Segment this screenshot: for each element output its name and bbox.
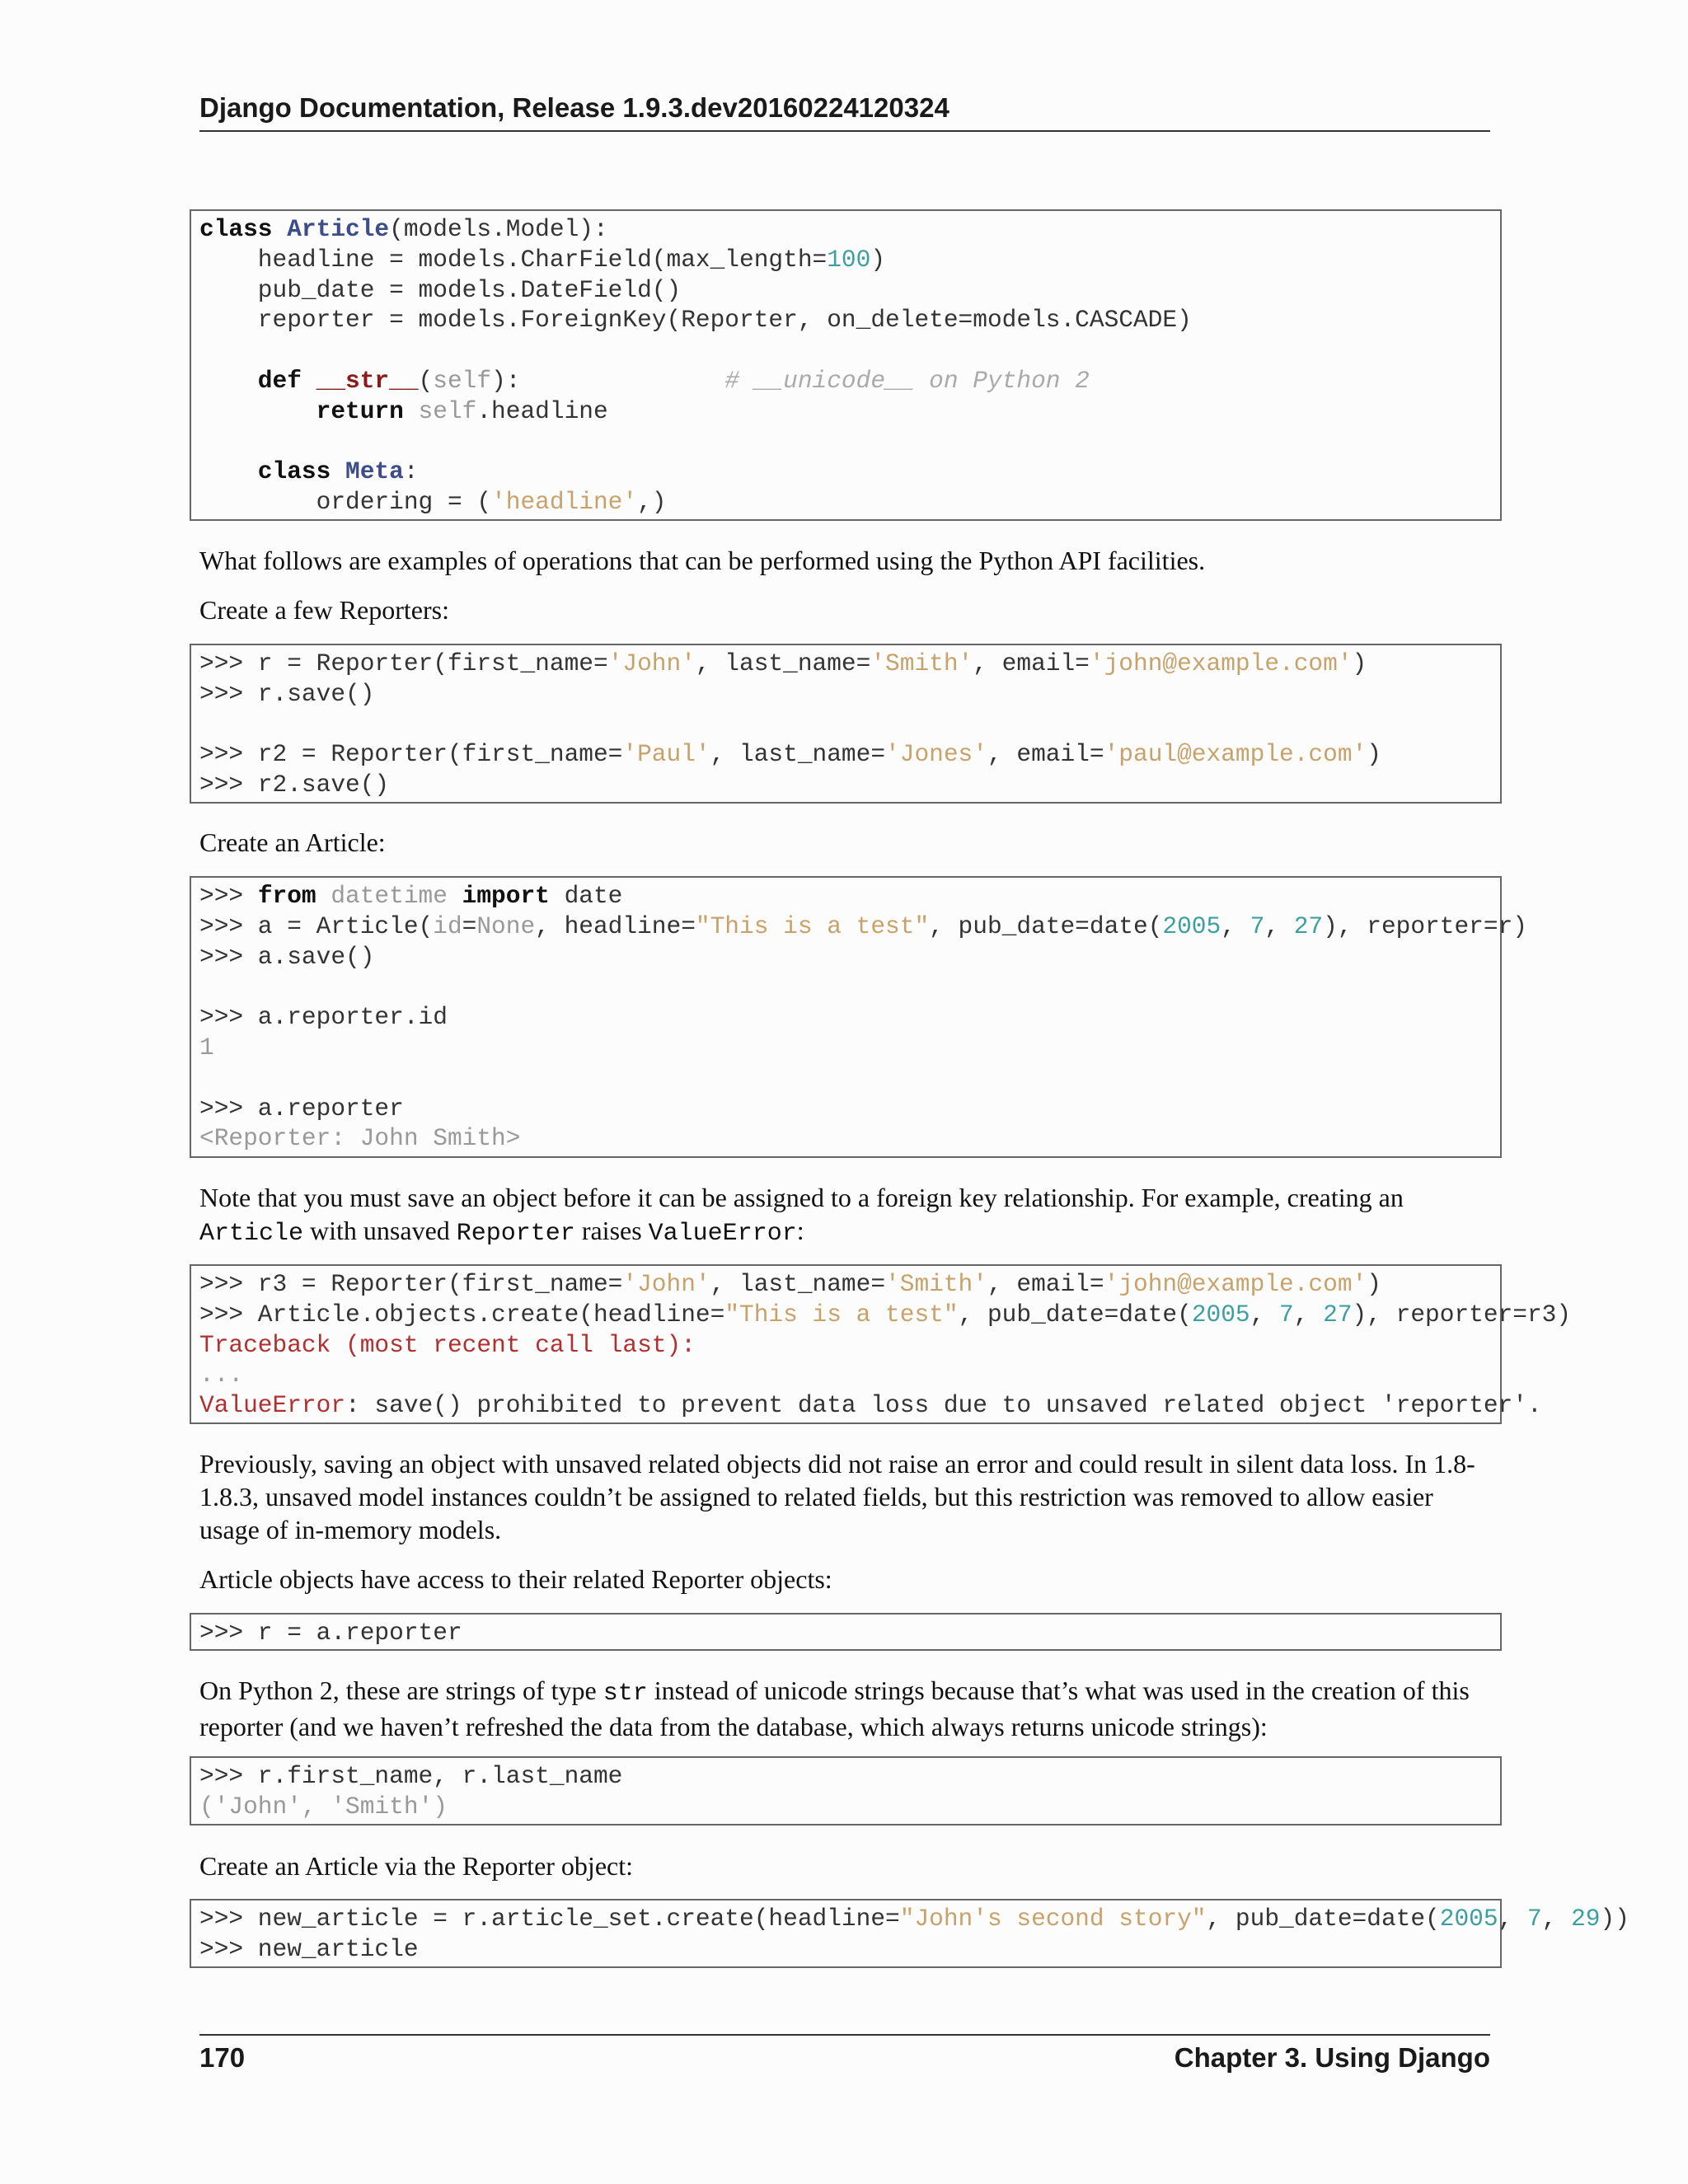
code-token: id <box>433 912 462 940</box>
code-token: , pub_date=date( <box>958 1300 1192 1329</box>
code-block-value-error <box>190 1264 1572 1424</box>
code-token: 'john@example.com' <box>1089 649 1353 677</box>
code-token: ) <box>1352 649 1367 677</box>
code-token: 7 <box>1279 1300 1294 1329</box>
code-token: self <box>418 396 477 425</box>
code-token: 'Paul' <box>622 740 710 769</box>
paragraph: Previously, saving an object with unsaved related objects did not raise an error and could result in silent data loss. In 1.8-1.8.3, unsaved model instances couldn’t be assigned to related fields, but this restriction was removed to allow easier usage of in-memory models. <box>199 1449 1475 1544</box>
inline-code: str <box>603 1680 648 1708</box>
code-token: .headline <box>476 396 608 425</box>
code-token: import <box>462 882 550 910</box>
code-token: 29 <box>1571 1905 1601 1933</box>
code-token: , pub_date=date( <box>1206 1905 1440 1933</box>
code-token: , pub_date=date( <box>929 912 1163 940</box>
code-line: >>> a.reporter <box>199 1094 404 1122</box>
footer-divider <box>199 2034 1490 2036</box>
code-token: class <box>199 215 273 243</box>
code-token: , email= <box>973 649 1090 677</box>
code-token: 27 <box>1293 912 1324 940</box>
paragraph-save-note <box>199 1181 1490 1250</box>
code-token: None <box>476 912 536 940</box>
code-token: ) <box>870 245 886 274</box>
code-line: >>> a.reporter.id <box>199 1003 448 1032</box>
paragraph-text: On Python 2, these are strings of type <box>199 1675 603 1705</box>
paragraph: Create an Article via the Reporter object: <box>199 1851 633 1881</box>
code-output: <Reporter: John Smith> <box>199 1124 521 1153</box>
code-line: >>> r2.save() <box>199 771 390 799</box>
error-message: : save() prohibited to prevent data loss due to unsaved related object 'reporter'. <box>345 1391 1542 1420</box>
code-line: >>> r.first_name, r.last_name <box>199 1762 623 1790</box>
code-block-reporter-access <box>190 1613 1502 1651</box>
code-token: return <box>199 396 419 425</box>
code-token: ), reporter=r) <box>1323 912 1527 940</box>
code-token: ): <box>491 366 725 395</box>
code-token: , email= <box>987 1270 1104 1298</box>
paragraph-text: : <box>796 1216 804 1245</box>
code-token: 'Jones' <box>885 740 987 769</box>
code-token: headline = models.CharField(max_length= <box>199 245 828 274</box>
code-token: = <box>462 912 477 940</box>
code-token: "This is a test" <box>695 912 930 940</box>
code-token: 7 <box>1526 1905 1542 1933</box>
code-token: >>> Article.objects.create(headline= <box>199 1300 725 1329</box>
code-token: )) <box>1600 1905 1629 1933</box>
code-line: >>> new_article <box>199 1934 419 1963</box>
paragraph-text: raises <box>574 1216 649 1245</box>
code-token: , email= <box>987 740 1104 769</box>
code-token: ) <box>1367 1270 1381 1298</box>
paragraph: Create a few Reporters: <box>199 595 449 625</box>
code-token: 'john@example.com' <box>1104 1270 1367 1298</box>
code-token: >>> r = Reporter(first_name= <box>199 649 608 677</box>
code-token: , <box>1498 1905 1527 1933</box>
code-output: ('John', 'Smith') <box>199 1792 448 1821</box>
code-token: def <box>199 366 316 395</box>
page-number: 170 <box>199 2042 246 2073</box>
code-line: >>> r = a.reporter <box>199 1619 462 1647</box>
code-token: 2005 <box>1191 1300 1250 1329</box>
code-token: , last_name= <box>695 649 871 677</box>
page-header-title: Django Documentation, Release 1.9.3.dev20160224120324 <box>199 92 950 123</box>
code-token: 'paul@example.com' <box>1104 740 1367 769</box>
code-token: , <box>1250 1300 1280 1329</box>
code-token: Article <box>287 215 390 243</box>
code-token: from <box>257 882 316 910</box>
code-token: ordering = ( <box>199 488 492 517</box>
code-content <box>191 1266 1572 1421</box>
traceback-line: Traceback (most recent call last): <box>199 1330 696 1359</box>
code-token: 'Smith' <box>870 649 973 677</box>
paragraph: What follows are examples of operations that can be performed using the Python API facilities. <box>199 546 1206 575</box>
code-block-article-model <box>190 209 1502 521</box>
inline-code: Reporter <box>456 1220 575 1248</box>
code-content <box>191 878 1527 1154</box>
code-output: 1 <box>199 1033 214 1062</box>
code-comment: # __unicode__ on Python 2 <box>724 366 1090 395</box>
code-token: 'John' <box>607 649 696 677</box>
code-token: ) <box>1367 740 1381 769</box>
paragraph-text: Note that you must save an object before it can be assigned to a foreign key relationship. For example, creating an <box>199 1183 1404 1212</box>
code-token: datetime <box>316 882 462 910</box>
code-token: >>> r3 = Reporter(first_name= <box>199 1270 623 1298</box>
code-token: date <box>549 882 623 910</box>
code-token: Meta <box>345 457 404 486</box>
code-token: , <box>1264 912 1294 940</box>
code-token: class <box>199 457 346 486</box>
code-token: , <box>1293 1300 1324 1329</box>
code-token: >>> r2 = Reporter(first_name= <box>199 740 623 769</box>
code-token: 100 <box>827 245 871 274</box>
code-token: : <box>403 457 419 486</box>
code-token: >>> a = Article( <box>199 912 434 940</box>
code-token: __str__ <box>316 366 419 395</box>
code-content <box>191 645 1500 800</box>
code-block-create-reporters <box>190 644 1502 804</box>
code-token: , last_name= <box>710 1270 886 1298</box>
code-block-create-article <box>190 876 1527 1158</box>
code-content <box>191 1615 1500 1648</box>
code-token: , <box>1541 1905 1572 1933</box>
code-token: ), reporter=r3) <box>1352 1300 1572 1329</box>
code-content <box>191 1758 1500 1822</box>
code-token: 27 <box>1323 1300 1353 1329</box>
code-token: (models.Model): <box>389 215 608 243</box>
code-token: "John's second story" <box>899 1905 1207 1933</box>
code-token: 7 <box>1250 912 1265 940</box>
code-token: >>> new_article = r.article_set.create(headline= <box>199 1905 900 1933</box>
paragraph: Article objects have access to their related Reporter objects: <box>199 1564 832 1594</box>
code-content <box>191 1900 1629 1965</box>
code-block-names <box>190 1756 1502 1825</box>
inline-code: ValueError <box>648 1220 797 1248</box>
code-line: reporter = models.ForeignKey(Reporter, on_delete=models.CASCADE) <box>199 306 1192 335</box>
code-token: ( <box>418 366 434 395</box>
paragraph-text: instead of unicode strings because that’s what was used in the creation of this reporter (and we haven’t refreshed the data from the database, which always returns unicode strings): <box>199 1675 1470 1741</box>
error-name: ValueError <box>199 1391 346 1420</box>
paragraph: Create an Article: <box>199 827 386 857</box>
code-token: , <box>1221 912 1250 940</box>
code-token: 'John' <box>622 1270 710 1298</box>
paragraph-python2-note <box>199 1674 1490 1743</box>
code-line: pub_date = models.DateField() <box>199 275 682 304</box>
code-line: >>> r.save() <box>199 679 375 708</box>
code-token: , headline= <box>535 912 696 940</box>
code-token: 2005 <box>1162 912 1221 940</box>
code-token: 'Smith' <box>885 1270 987 1298</box>
chapter-title: Chapter 3. Using Django <box>1174 2042 1490 2073</box>
code-token: , last_name= <box>710 740 886 769</box>
code-content <box>191 211 1500 518</box>
code-token: >>> <box>199 882 258 910</box>
code-token: 2005 <box>1439 1905 1498 1933</box>
code-token: 'headline' <box>491 488 638 517</box>
inline-code: Article <box>199 1220 304 1248</box>
code-line: >>> a.save() <box>199 942 375 971</box>
code-token: ,) <box>637 488 667 517</box>
paragraph-text: with unsaved <box>303 1216 457 1245</box>
code-token: self <box>433 366 492 395</box>
header-divider <box>199 130 1490 132</box>
code-token: "This is a test" <box>724 1300 959 1329</box>
code-block-new-article <box>190 1899 1629 1968</box>
code-ellipsis: ... <box>199 1361 244 1390</box>
